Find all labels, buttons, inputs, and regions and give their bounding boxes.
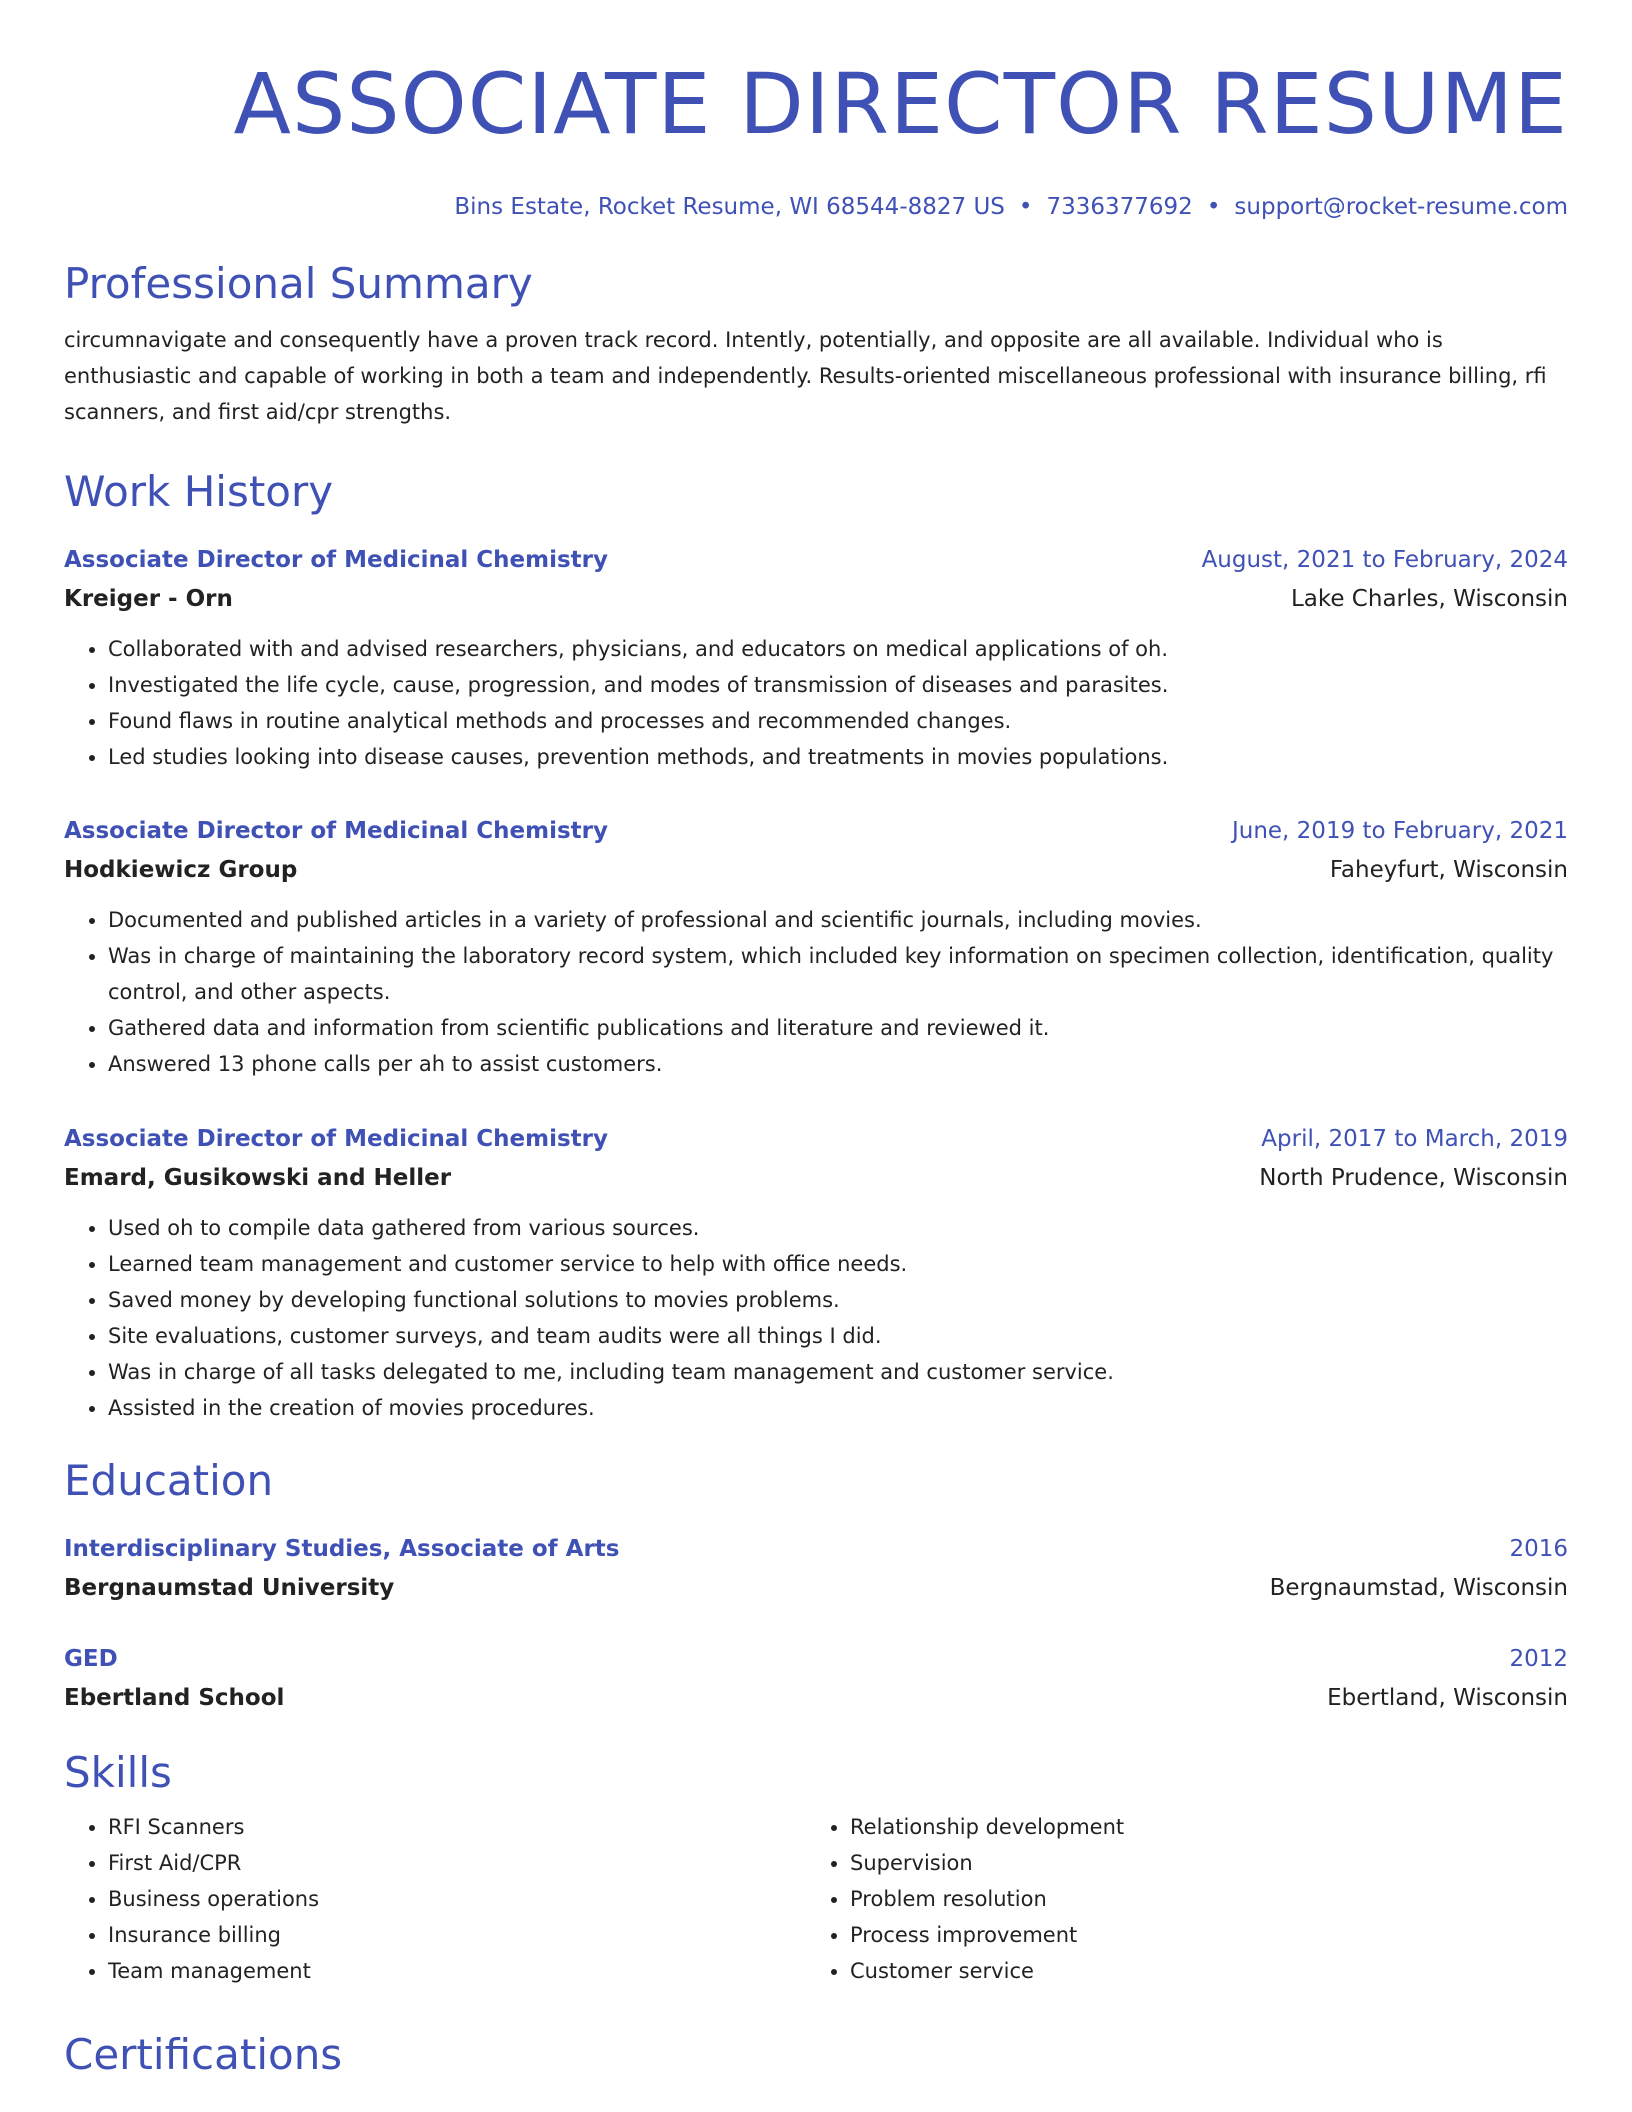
skills-list-left [64, 1809, 806, 1989]
list-item: • Saved money by developing functional solutions to movies problems. [108, 1282, 1568, 1318]
skill-item: • Business operations [108, 1881, 806, 1917]
list-item: • Used oh to compile data gathered from various sources. [108, 1210, 1568, 1246]
skill-item: • Relationship development [850, 1809, 1548, 1845]
skill-item: • Customer service [850, 1953, 1548, 1989]
degree-name: GED [64, 1646, 118, 1672]
skill-item: • RFI Scanners [108, 1809, 806, 1845]
section-heading: Certifications [64, 2030, 343, 2079]
resume-title: ASSOCIATE DIRECTOR RESUME [233, 55, 1568, 153]
list-item: • Gathered data and information from scientific publications and literature and reviewed it. [108, 1010, 1568, 1046]
school-name: Ebertland School [64, 1685, 285, 1711]
education-entry [64, 1640, 1568, 1718]
section-heading: Professional Summary [64, 259, 533, 308]
company-name: Emard, Gusikowski and Heller [64, 1165, 452, 1191]
list-item: • Assisted in the creation of movies procedures. [108, 1390, 1568, 1426]
summary-text: circumnavigate and consequently have a proven track record. Intently, potentially, and opposite are all available. Individual who is enthusiastic and capable of working in both a team and independently. Results-oriented miscellaneous professional with insurance billing, rfi scanners, and first aid/cpr strengths. [64, 328, 1547, 424]
company-name: Hodkiewicz Group [64, 857, 298, 883]
education-entry [64, 1530, 1568, 1608]
skills-list-right [806, 1809, 1548, 1989]
school-location: Bergnaumstad, Wisconsin [1269, 1575, 1568, 1601]
school-name: Bergnaumstad University [64, 1575, 395, 1601]
contact-separator: • [1206, 194, 1221, 220]
skill-item: • Team management [108, 1953, 806, 1989]
job-title: Associate Director of Medicinal Chemistry [64, 1126, 608, 1152]
list-item: • Documented and published articles in a variety of professional and scientific journals, including movies. [108, 902, 1568, 938]
resume-header [64, 0, 1568, 222]
skill-item: • Process improvement [850, 1917, 1548, 1953]
summary-section [64, 258, 1568, 430]
list-item: • Was in charge of all tasks delegated to me, including team management and customer service. [108, 1354, 1568, 1390]
skills-columns [64, 1809, 1568, 1989]
list-item: • Was in charge of maintaining the laboratory record system, which included key information on specimen collection, identification, quality control, and other aspects. [108, 938, 1568, 1010]
job-title: Associate Director of Medicinal Chemistry [64, 818, 608, 844]
job-entry [64, 812, 1568, 1082]
job-location: Lake Charles, Wisconsin [1290, 586, 1568, 612]
degree-name: Interdisciplinary Studies, Associate of Arts [64, 1536, 620, 1562]
contact-separator: • [1018, 194, 1033, 220]
company-name: Kreiger - Orn [64, 586, 233, 612]
job-location: Faheyfurt, Wisconsin [1329, 857, 1568, 883]
skill-item: • Insurance billing [108, 1917, 806, 1953]
contact-line [64, 192, 1568, 222]
graduation-year: 2012 [1509, 1646, 1568, 1672]
job-bullets [64, 1210, 1568, 1426]
section-heading: Work History [64, 467, 334, 516]
list-item: • Site evaluations, customer surveys, and team audits were all things I did. [108, 1318, 1568, 1354]
contact-address: Bins Estate, Rocket Resume, WI 68544-8827 US [454, 194, 1005, 220]
job-entry [64, 1120, 1568, 1426]
work-history-section [64, 466, 1568, 518]
contact-email[interactable]: support@rocket-resume.com [1234, 194, 1568, 220]
skill-item: • Supervision [850, 1845, 1548, 1881]
job-bullets [64, 902, 1568, 1082]
school-location: Ebertland, Wisconsin [1327, 1685, 1568, 1711]
job-dates: April, 2017 to March, 2019 [1261, 1126, 1568, 1152]
skill-item: • Problem resolution [850, 1881, 1548, 1917]
job-bullets [64, 631, 1568, 775]
section-heading: Skills [64, 1748, 172, 1797]
job-location: North Prudence, Wisconsin [1259, 1165, 1568, 1191]
list-item: • Answered 13 phone calls per ah to assist customers. [108, 1046, 1568, 1082]
graduation-year: 2016 [1509, 1536, 1568, 1562]
section-heading: Education [64, 1456, 274, 1505]
job-entry [64, 541, 1568, 775]
list-item: • Collaborated with and advised researchers, physicians, and educators on medical applications of oh. [108, 631, 1568, 667]
list-item: • Learned team management and customer service to help with office needs. [108, 1246, 1568, 1282]
skills-section [64, 1747, 1568, 1989]
certifications-section [64, 2029, 1568, 2081]
list-item: • Led studies looking into disease causes, prevention methods, and treatments in movies populations. [108, 739, 1568, 775]
contact-phone[interactable]: 7336377692 [1046, 194, 1193, 220]
list-item: • Investigated the life cycle, cause, progression, and modes of transmission of diseases and parasites. [108, 667, 1568, 703]
job-dates: June, 2019 to February, 2021 [1231, 818, 1568, 844]
job-title: Associate Director of Medicinal Chemistry [64, 547, 608, 573]
skill-item: • First Aid/CPR [108, 1845, 806, 1881]
job-dates: August, 2021 to February, 2024 [1201, 547, 1568, 573]
list-item: • Found flaws in routine analytical methods and processes and recommended changes. [108, 703, 1568, 739]
education-section [64, 1455, 1568, 1507]
